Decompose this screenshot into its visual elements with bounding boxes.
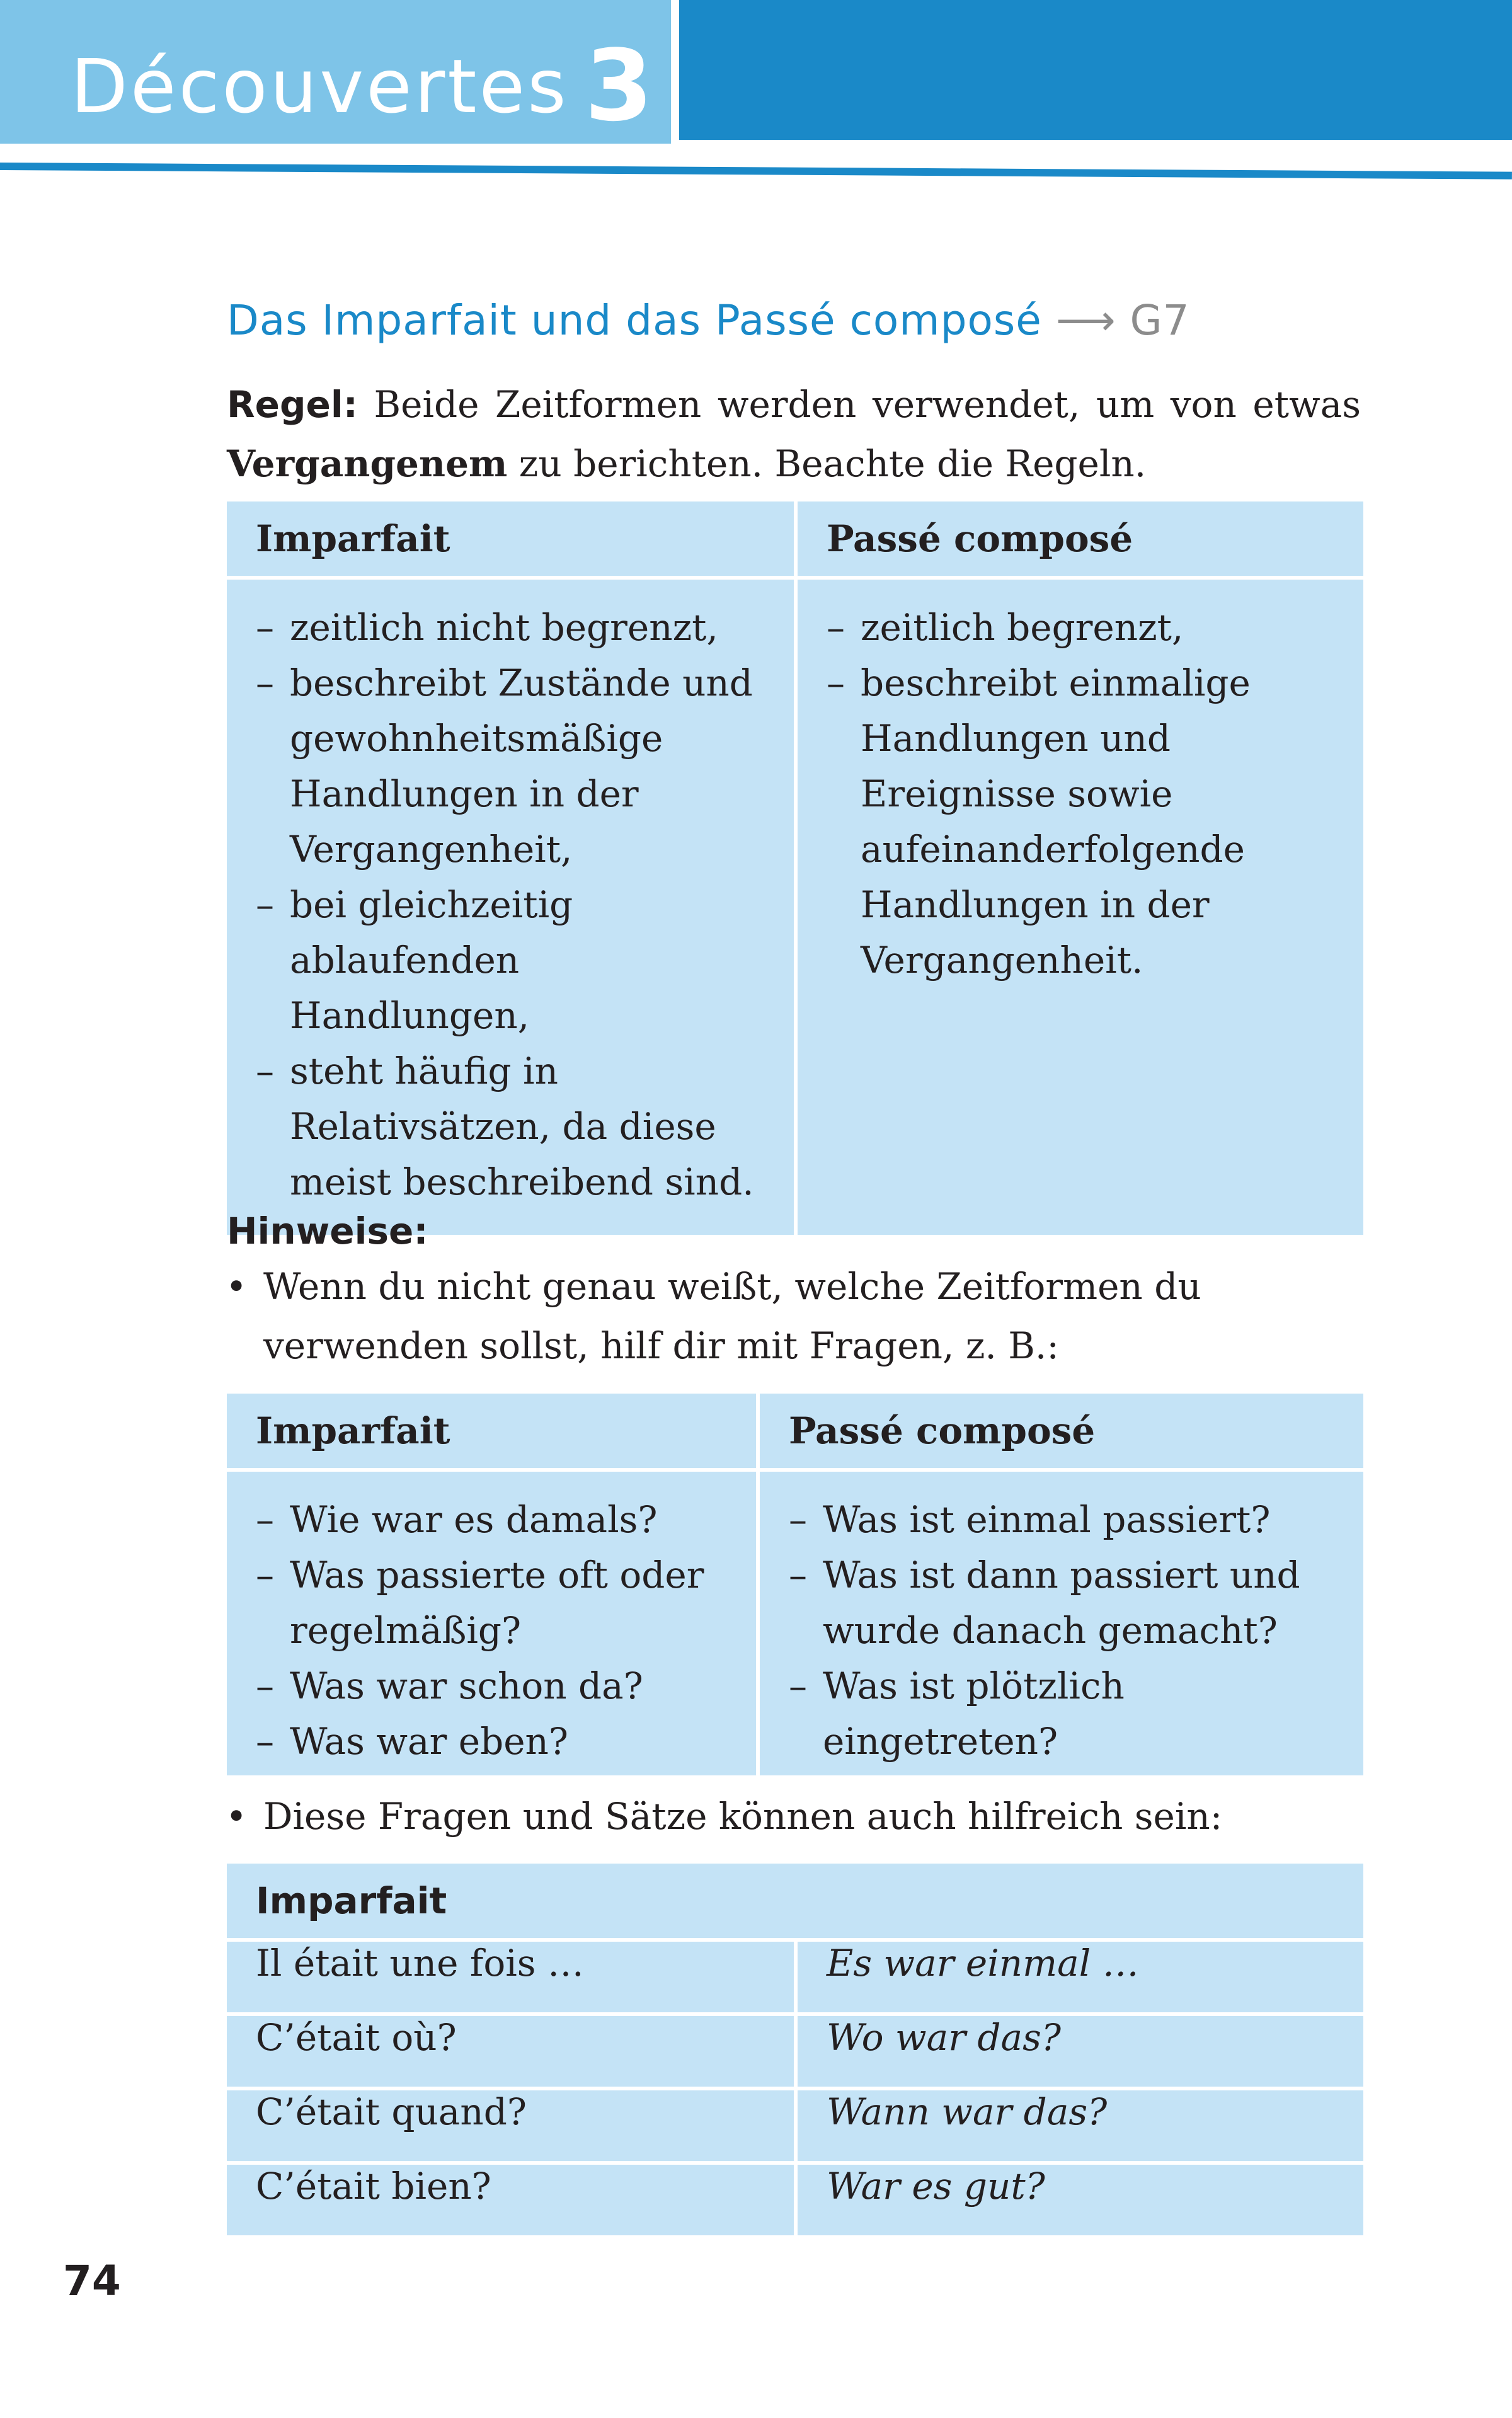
chapter-number: 3 xyxy=(585,28,653,143)
list-item: – Was ist dann passiert und wurde danach gemacht? xyxy=(789,1547,1326,1658)
phrase-de: Wo war das? xyxy=(794,2012,1363,2087)
grammar-reference[interactable]: G7 xyxy=(1130,296,1190,345)
questions-passe-compose-cell xyxy=(756,1472,1363,1775)
list-item: – zeitlich nicht begrenzt, xyxy=(256,600,762,655)
phrase-de: Wann war das? xyxy=(794,2087,1363,2161)
hint-bullet-1 xyxy=(226,1257,1372,1375)
list-item: – steht häufig in Relativsätzen, da diese meist beschreibend sind. xyxy=(256,1043,762,1210)
list-item: – beschreibt Zustände und gewohnheitsmäßige Handlungen in der Vergangenheit, xyxy=(256,655,762,877)
bullet-icon: • xyxy=(226,1795,248,1838)
rule-emphasis: Vergangenem xyxy=(227,442,508,485)
chapter-title: Découvertes xyxy=(71,43,569,130)
questions-imparfait-cell xyxy=(227,1472,756,1775)
list-item: – Was war schon da? xyxy=(256,1658,731,1714)
bullet-icon: • xyxy=(226,1265,248,1308)
phrase-fr: Il était une fois … xyxy=(227,1938,794,2012)
rules-table xyxy=(227,501,1363,1235)
questions-table-head-passe-compose: Passé composé xyxy=(756,1394,1363,1472)
table-row xyxy=(227,1938,1363,2012)
rules-table-head-passe-compose: Passé composé xyxy=(794,501,1363,580)
hint-bullet-1-line1: Wenn du nicht genau weißt, welche Zeitformen du xyxy=(263,1265,1201,1308)
hint-bullet-2 xyxy=(226,1787,1372,1846)
hint-bullet-1-line2: verwenden sollst, hilf dir mit Fragen, z. B.: xyxy=(263,1324,1059,1367)
phrase-fr: C’était bien? xyxy=(227,2161,794,2235)
rule-text-a: Beide Zeitformen werden verwendet, um von etwas xyxy=(357,383,1361,426)
hint-bullet-2-text: Diese Fragen und Sätze können auch hilfreich sein: xyxy=(263,1795,1223,1838)
phrases-table-head: Imparfait xyxy=(227,1864,1363,1938)
list-item: – beschreibt einmalige Handlungen und Ereignisse sowie aufeinanderfolgende Handlungen in der Vergangenheit. xyxy=(827,655,1319,988)
hints-label: Hinweise: xyxy=(227,1210,428,1252)
questions-table-head-imparfait: Imparfait xyxy=(227,1394,756,1472)
list-item: – Was ist einmal passiert? xyxy=(789,1492,1326,1547)
phrase-de: War es gut? xyxy=(794,2161,1363,2235)
table-row xyxy=(227,2161,1363,2235)
list-item: – Was ist plötzlich eingetreten? xyxy=(789,1658,1326,1769)
section-title: Das Imparfait und das Passé composé xyxy=(227,296,1042,345)
rule-paragraph xyxy=(227,375,1361,493)
list-item: – Was passierte oft oder regelmäßig? xyxy=(256,1547,731,1658)
rules-passe-compose-cell xyxy=(794,580,1363,1235)
list-item: – Was war eben? xyxy=(256,1714,731,1769)
phrases-table xyxy=(227,1864,1363,2235)
rule-text-b: zu berichten. Beachte die Regeln. xyxy=(507,442,1147,485)
table-row xyxy=(227,2012,1363,2087)
rule-label: Regel: xyxy=(227,383,358,426)
list-item: – Wie war es damals? xyxy=(256,1492,731,1547)
page-number: 74 xyxy=(63,2257,121,2305)
phrase-fr: C’était où? xyxy=(227,2012,794,2087)
list-item: – bei gleichzeitig ablaufenden Handlungen, xyxy=(256,877,762,1043)
phrase-de: Es war einmal … xyxy=(794,1938,1363,2012)
section-heading xyxy=(227,296,1190,345)
rules-imparfait-cell xyxy=(227,580,794,1235)
header-stripe xyxy=(0,163,1512,180)
phrase-fr: C’était quand? xyxy=(227,2087,794,2161)
rules-table-head-imparfait: Imparfait xyxy=(227,501,794,580)
arrow-right-icon: ⟶ xyxy=(1055,296,1116,345)
list-item: – zeitlich begrenzt, xyxy=(827,600,1319,655)
table-row xyxy=(227,2087,1363,2161)
questions-table xyxy=(227,1394,1363,1775)
header-band-dark xyxy=(679,0,1512,140)
